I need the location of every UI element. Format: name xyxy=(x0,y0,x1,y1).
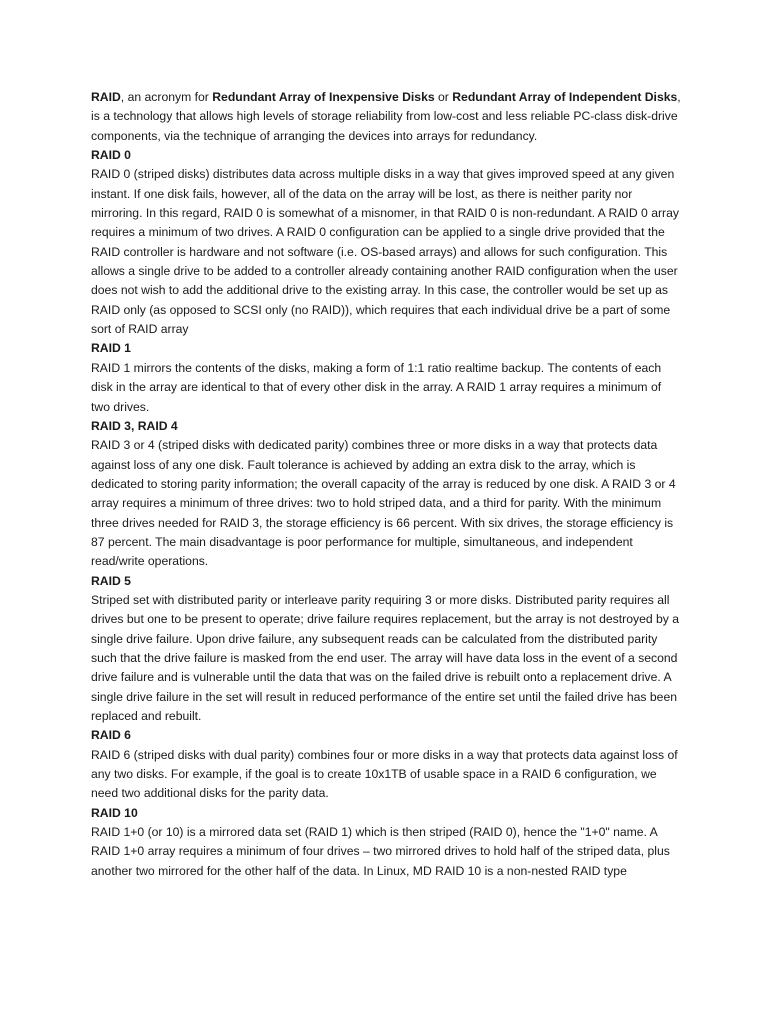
section-body-raid-5: Striped set with distributed parity or interleave parity requiring 3 or more disks. Distributed parity requires all drives but one to be present to operate; drive failure requires replacement, but the array is not destroyed by a single drive failure. Upon drive failure, any subsequent reads can be calculated from the distributed parity such that the drive failure is masked from the end user. The array will have data loss in the event of a second drive failure and is vulnerable until the data that was on the failed drive is rebuilt onto a replacement drive. A single drive failure in the set will result in reduced performance of the entire set until the failed drive has been replaced and rebuilt. xyxy=(91,592,680,723)
section-heading-raid-5: RAID 5 xyxy=(91,573,131,588)
section-heading-raid-3-4: RAID 3, RAID 4 xyxy=(91,418,178,433)
intro-term-independent: Redundant Array of Independent Disks xyxy=(452,90,678,104)
intro-term-inexpensive: Redundant Array of Inexpensive Disks xyxy=(212,90,435,104)
section-body-raid-3-4: RAID 3 or 4 (striped disks with dedicated parity) combines three or more disks in a way that protects data against loss of any one disk. Fault tolerance is achieved by adding an extra disk to the array, which is dedicated to storing parity information; the overall capacity of the array is reduced by one disk. A RAID 3 or 4 array requires a minimum of three drives: two to hold striped data, and a third for parity. With the minimum three drives needed for RAID 3, the storage efficiency is 66 percent. With six drives, the storage efficiency is 87 percent. The main disadvantage is poor performance for multiple, simultaneous, and independent read/write operations. xyxy=(91,438,676,569)
section-body-raid-6: RAID 6 (striped disks with dual parity) combines four or more disks in a way that protects data against loss of any two disks. For example, if the goal is to create 10x1TB of usable space in a RAID 6 configuration, we need two additional disks for the parity data. xyxy=(91,747,678,801)
section-heading-raid-1: RAID 1 xyxy=(91,341,131,356)
intro-text-2: or xyxy=(434,90,453,104)
section-heading-raid-10: RAID 10 xyxy=(91,805,138,820)
section-body-raid-1: RAID 1 mirrors the contents of the disks, making a form of 1:1 ratio realtime backup. The contents of each disk in the array are identical to that of every other disk in the array. A RAID 1 array requires a minimum of two drives. xyxy=(91,360,662,414)
intro-text-1: , an acronym for xyxy=(120,90,213,104)
intro-paragraph xyxy=(91,88,682,146)
intro-raid-term: RAID xyxy=(91,90,121,104)
section-heading-raid-6: RAID 6 xyxy=(91,728,131,743)
section-body-raid-0: RAID 0 (striped disks) distributes data across multiple disks in a way that gives improved speed at any given instant. If one disk fails, however, all of the data on the array will be lost, as there is neither parity nor mirroring. In this regard, RAID 0 is somewhat of a misnomer, in that RAID 0 is non-redundant. A RAID 0 array requires a minimum of two drives. A RAID 0 configuration can be applied to a single drive provided that the RAID controller is hardware and not software (i.e. OS-based arrays) and allows for such configuration. This allows a single drive to be added to a controller already containing another RAID configuration when the user does not wish to add the additional drive to the existing array. In this case, the controller would be set up as RAID only (as opposed to SCSI only (no RAID)), which requires that each individual drive be a part of some sort of RAID array xyxy=(91,167,679,337)
section-body-raid-10: RAID 1+0 (or 10) is a mirrored data set (RAID 1) which is then striped (RAID 0), hence the "1+0" name. A RAID 1+0 array requires a minimum of four drives – two mirrored drives to hold half of the striped data, plus another two mirrored for the other half of the data. In Linux, MD RAID 10 is a non-nested RAID type xyxy=(91,825,670,878)
intro-text-3: , is a technology that allows high levels of storage reliability from low-cost and less reliable PC-class disk-drive components, via the technique of arranging the devices into arrays for redundancy. xyxy=(91,90,681,143)
section-heading-raid-0: RAID 0 xyxy=(91,148,131,163)
